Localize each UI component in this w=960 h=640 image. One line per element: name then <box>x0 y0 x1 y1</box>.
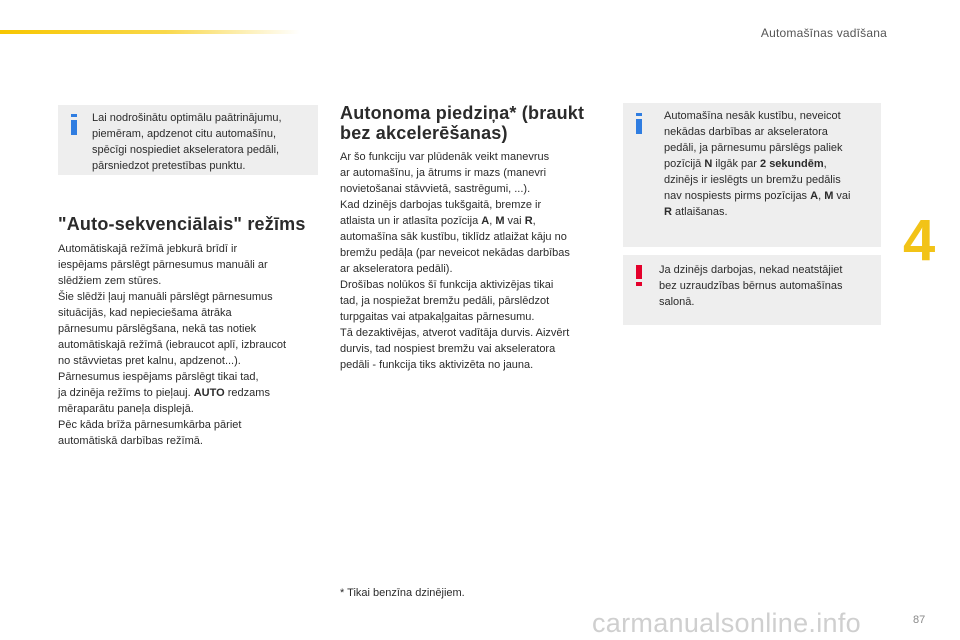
auto-sequential-text <box>58 241 323 449</box>
text-line: durvis, tad nospiest bremžu vai akseleratora <box>340 343 556 355</box>
text-line: dzinējs ir ieslēgts un bremžu pedālis <box>664 174 841 186</box>
text-line: slēdžiem zem stūres. <box>58 275 162 287</box>
text-line: turpgaitas vai atpakaļgaitas pārnesumu. <box>340 311 535 323</box>
chapter-number: 4 <box>903 208 936 273</box>
tip-line: pārsniedzot pretestības punktu. <box>92 160 246 172</box>
warning-line: Ja dzinējs darbojas, nekad neatstājiet <box>659 264 843 276</box>
text-line: mēraparātu paneļa displejā. <box>58 403 194 415</box>
info-box <box>623 103 881 247</box>
text-line: pedāli - funkcija tiks aktivizēta no jauna. <box>340 359 534 371</box>
tip-box <box>58 105 318 175</box>
warning-line: salonā. <box>659 296 695 308</box>
text-line: tad, ja nospiežat bremžu pedāli, pārslēdzot <box>340 295 550 307</box>
section-heading-auto-sequential: "Auto-sekvenciālais" režīms <box>58 214 306 234</box>
warning-box <box>623 255 881 325</box>
creep-function-text <box>340 149 610 373</box>
text-line: Tā dezaktivējas, atverot vadītāja durvis. Aizvērt <box>340 327 570 339</box>
text-line: iespējams pārslēgt pārnesumus manuāli ar <box>58 259 268 271</box>
text-line: automašīna sāk kustību, tiklīdz atlaižat kāju no <box>340 231 567 243</box>
watermark: carmanualsonline.info <box>592 608 861 638</box>
text-line: pārnesumu pārslēgšana, nekā tas notiek <box>58 323 257 335</box>
text-line: no stāvvietas pret kalnu, apdzenot...). <box>58 355 241 367</box>
text-line: atlaista un ir atlasīta pozīcija A, M vai R, <box>340 215 536 227</box>
tip-line: spēcīgi nospiediet akseleratora pedāli, <box>92 144 280 156</box>
text-line: automātiskā darbības režīmā. <box>58 435 203 447</box>
text-line: R atlaišanas. <box>664 206 728 218</box>
section-title: Automašīnas vadīšana <box>760 26 887 40</box>
header-accent-bar <box>0 30 300 34</box>
text-line: Ar šo funkciju var plūdenāk veikt manevrus <box>340 151 550 163</box>
footnote: * Tikai benzīna dzinējiem. <box>340 587 465 599</box>
text-line: automātiskajā režīmā (iebraucot aplī, izbraucot <box>58 339 287 351</box>
text-line: pedāli, ja pārnesumu pārslēgs paliek <box>664 142 843 154</box>
tip-line: Lai nodrošinātu optimālu paātrinājumu, <box>92 112 282 124</box>
text-line: Automātiskajā režīmā jebkurā brīdī ir <box>58 243 238 255</box>
text-line: Pēc kāda brīža pārnesumkārba pāriet <box>58 419 242 431</box>
text-line: ar akseleratora pedāli). <box>340 263 453 275</box>
text-line: situācijās, kad nepieciešama ātrāka <box>58 307 232 319</box>
tip-line: piemēram, apdzenot citu automašīnu, <box>92 128 277 140</box>
page-number: 87 <box>913 614 926 626</box>
text-line: Pārnesumus iespējams pārslēgt tikai tad, <box>58 371 259 383</box>
section-heading-creep-function: Autonoma piedziņa* (braukt bez akcelerēšanas) <box>340 103 585 143</box>
warning-line: bez uzraudzības bērnus automašīnas <box>659 280 843 292</box>
text-line: novietošanai stāvvietā, sastrēgumi, ...). <box>340 183 531 195</box>
text-line: ar automašīnu, ja ātrums ir mazs (manevri <box>340 167 547 179</box>
text-line: bremžu pedāļa (par neveicot nekādas darbības <box>340 247 570 259</box>
text-line: Automašīna nesāk kustību, neveicot <box>664 110 841 122</box>
text-line: nav nospiests pirms pozīcijas A, M vai <box>664 190 851 202</box>
text-line: Kad dzinējs darbojas tukšgaitā, bremze ir <box>340 199 542 211</box>
text-line: nekādas darbības ar akseleratora <box>664 126 828 138</box>
text-line: Šie slēdži ļauj manuāli pārslēgt pārnesumus <box>58 291 273 303</box>
text-line: pozīcijā N ilgāk par 2 sekundēm, <box>664 158 827 170</box>
text-line: Drošības nolūkos šī funkcija aktivizējas tikai <box>340 279 554 291</box>
text-line: ja dzinēja režīms to pieļauj. AUTO redzams <box>58 387 270 399</box>
